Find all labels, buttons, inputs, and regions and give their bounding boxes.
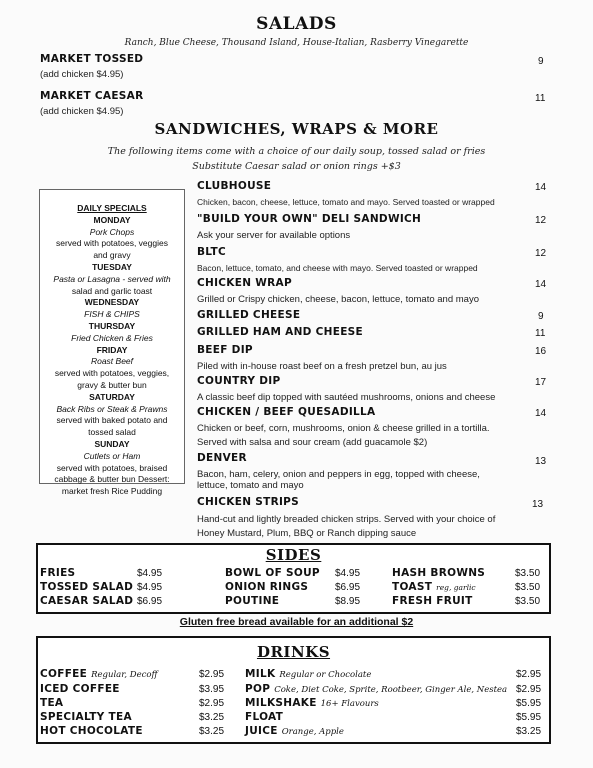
drink-price: $3.25 [516,726,542,737]
sides-title: SIDES [265,546,322,564]
item-country-dip-desc: A classic beef dip topped with sautéed mushrooms, onions and cheese [197,392,496,403]
drink-price: $2.95 [516,669,542,680]
side-toast-price: $3.50 [515,582,541,593]
special-line: served with potatoes, veggies [56,238,168,249]
side-caesar-salad-price: $6.95 [137,596,163,607]
item-bltc-price: 12 [535,248,547,259]
item-quesadilla-price: 14 [535,408,547,419]
item-beef-dip-desc: Piled with in-house roast beef on a fresh pretzel bun, au jus [197,361,447,372]
daily-specials-list [40,215,184,498]
drink-item [40,697,63,709]
salads-title: SALADS [256,14,337,34]
special-line: salad and garlic toast [71,285,153,296]
item-country-dip-price: 17 [535,377,547,388]
gluten-free-note: Gluten free bread available for an additional $2 [179,616,414,628]
drink-item [245,683,507,695]
drink-price: $2.95 [199,698,225,709]
special-day-label: THURSDAY [88,320,136,331]
drink-note: Regular, Decoff [91,670,158,680]
item-build-your-own: "BUILD YOUR OWN" DELI SANDWICH [197,213,422,225]
item-grilled-cheese: GRILLED CHEESE [197,309,301,321]
special-line: Cutlets or Ham [83,450,141,461]
item-chicken-strips-price: 13 [532,499,544,510]
item-denver: DENVER [197,452,247,464]
drink-name: POP [245,683,271,695]
special-line: gravy & butter bun [77,379,147,390]
drink-name: TEA [40,697,64,709]
drinks-title: DRINKS [256,643,331,661]
item-chicken-wrap: CHICKEN WRAP [197,277,292,289]
item-clubhouse: CLUBHOUSE [197,180,272,192]
item-denver-price: 13 [535,456,547,467]
item-denver-desc-2: lettuce, tomato and mayo [197,480,304,491]
salad-market-tossed-price: 9 [538,56,544,67]
side-toast [392,581,476,593]
special-line: tossed salad [88,427,136,438]
drink-note: Coke, Diet Coke, Sprite, Rootbeer, Ginger Ale, Nestea [274,685,508,695]
drink-price: $3.95 [199,684,225,695]
drink-item [40,711,132,723]
item-clubhouse-price: 14 [535,182,547,193]
side-tossed-salad-price: $4.95 [137,582,163,593]
drink-price: $3.25 [199,726,225,737]
item-bltc: BLTC [197,246,227,258]
item-grilled-ham-cheese: GRILLED HAM AND CHEESE [197,326,364,338]
drink-name: JUICE [245,725,278,737]
side-toast-note: reg, garlic [436,583,476,592]
drink-item [40,725,143,737]
item-chicken-wrap-price: 14 [535,279,547,290]
drink-name: HOT CHOCOLATE [40,725,143,737]
special-line: market fresh Rice Pudding [61,486,163,497]
special-line: served with potatoes, braised [56,462,168,473]
side-poutine-price: $8.95 [335,596,361,607]
special-day-label: WEDNESDAY [84,297,140,308]
salad-market-caesar-note: (add chicken $4.95) [40,106,124,117]
drink-note: Orange, Apple [281,727,344,737]
drink-price: $3.25 [199,712,225,723]
item-bltc-desc: Bacon, lettuce, tomato, and cheese with mayo. Served toasted or wrapped [197,263,478,273]
drink-item [245,725,344,737]
side-caesar-salad: CAESAR SALAD [40,595,134,607]
item-quesadilla: CHICKEN / BEEF QUESADILLA [197,406,376,418]
special-line: Roast Beef [90,356,134,367]
special-line: Pork Chops [89,226,135,237]
side-onion-rings: ONION RINGS [225,581,309,593]
drink-item [40,668,158,680]
special-line: served with baked potato and [56,415,168,426]
item-build-your-own-desc: Ask your server for available options [197,230,351,241]
side-toast-label: TOAST [392,581,433,593]
drink-name: FLOAT [245,711,284,723]
special-line: Pasta or Lasagna - served with [53,273,171,284]
side-onion-rings-price: $6.95 [335,582,361,593]
item-chicken-strips-desc: Hand-cut and lightly breaded chicken strips. Served with your choice of [197,514,496,525]
drink-name: ICED COFFEE [40,683,120,695]
side-hash-browns: HASH BROWNS [392,567,486,579]
salad-market-caesar-price: 11 [535,93,546,104]
daily-specials-heading: DAILY SPECIALS [77,203,147,213]
special-day-label: TUESDAY [92,261,132,272]
side-fries: FRIES [40,567,76,579]
item-grilled-ham-cheese-price: 11 [535,328,546,339]
item-build-your-own-price: 12 [535,215,547,226]
drink-name: SPECIALTY TEA [40,711,132,723]
drink-name: MILK [245,668,276,680]
drink-price: $5.95 [516,698,542,709]
special-line: and gravy [93,250,131,261]
item-clubhouse-desc: Chicken, bacon, cheese, lettuce, tomato and mayo. Served toasted or wrapped [197,197,495,207]
side-tossed-salad: TOSSED SALAD [40,581,134,593]
drink-name: COFFEE [40,668,88,680]
side-fries-price: $4.95 [137,568,163,579]
item-country-dip: COUNTRY DIP [197,375,281,387]
drink-note: Regular or Chocolate [279,670,372,680]
side-poutine: POUTINE [225,595,280,607]
drink-price: $2.95 [199,669,225,680]
item-denver-desc: Bacon, ham, celery, onion and peppers in egg, topped with cheese, [197,469,480,480]
sandwiches-intro-2: Substitute Caesar salad or onion rings +$3 [192,161,401,172]
drink-item [245,711,283,723]
special-line: cabbage & butter bun Dessert: [54,474,170,485]
item-chicken-strips: CHICKEN STRIPS [197,496,300,508]
salad-market-tossed-note: (add chicken $4.95) [40,69,124,80]
special-day-label: SUNDAY [94,438,130,449]
item-beef-dip-price: 16 [535,346,547,357]
sandwiches-title: SANDWICHES, WRAPS & MORE [154,120,439,138]
side-fresh-fruit-price: $3.50 [515,596,541,607]
drink-name: MILKSHAKE [245,697,317,709]
side-hash-browns-price: $3.50 [515,568,541,579]
side-bowl-of-soup: BOWL OF SOUP [225,567,320,579]
salad-dressings: Ranch, Blue Cheese, Thousand Island, House-Italian, Rasberry Vinegarette [124,38,469,48]
special-line: Fried Chicken & Fries [71,332,153,343]
item-chicken-wrap-desc: Grilled or Crispy chicken, cheese, bacon, lettuce, tomato and mayo [197,294,479,305]
salad-market-tossed: MARKET TOSSED [40,53,144,65]
special-line: Back Ribs or Steak & Prawns [56,403,168,414]
item-quesadilla-desc: Chicken or beef, corn, mushrooms, onion & cheese grilled in a tortilla. [197,423,490,434]
drink-price: $5.95 [516,712,542,723]
item-chicken-strips-desc-2: Honey Mustard, Plum, BBQ or Ranch dipping sauce [197,528,417,539]
special-line: served with potatoes, veggies, [54,368,170,379]
drink-note: 16+ Flavours [320,699,379,709]
special-day-label: MONDAY [93,214,131,225]
sandwiches-intro-1: The following items come with a choice of our daily soup, tossed salad or fries [107,146,486,157]
drink-item [245,697,379,709]
drink-price: $2.95 [516,684,542,695]
side-bowl-of-soup-price: $4.95 [335,568,361,579]
daily-specials-box [39,189,185,497]
special-day-label: FRIDAY [96,344,128,355]
drink-item [245,668,371,680]
special-day-label: SATURDAY [89,391,135,402]
drink-item [40,683,120,695]
side-fresh-fruit: FRESH FRUIT [392,595,473,607]
special-line: FISH & CHIPS [84,309,140,320]
item-grilled-cheese-price: 9 [538,311,544,322]
item-beef-dip: BEEF DIP [197,344,253,356]
item-quesadilla-desc-2: Served with salsa and sour cream (add guacamole $2) [197,437,428,448]
salad-market-caesar: MARKET CAESAR [40,90,144,102]
